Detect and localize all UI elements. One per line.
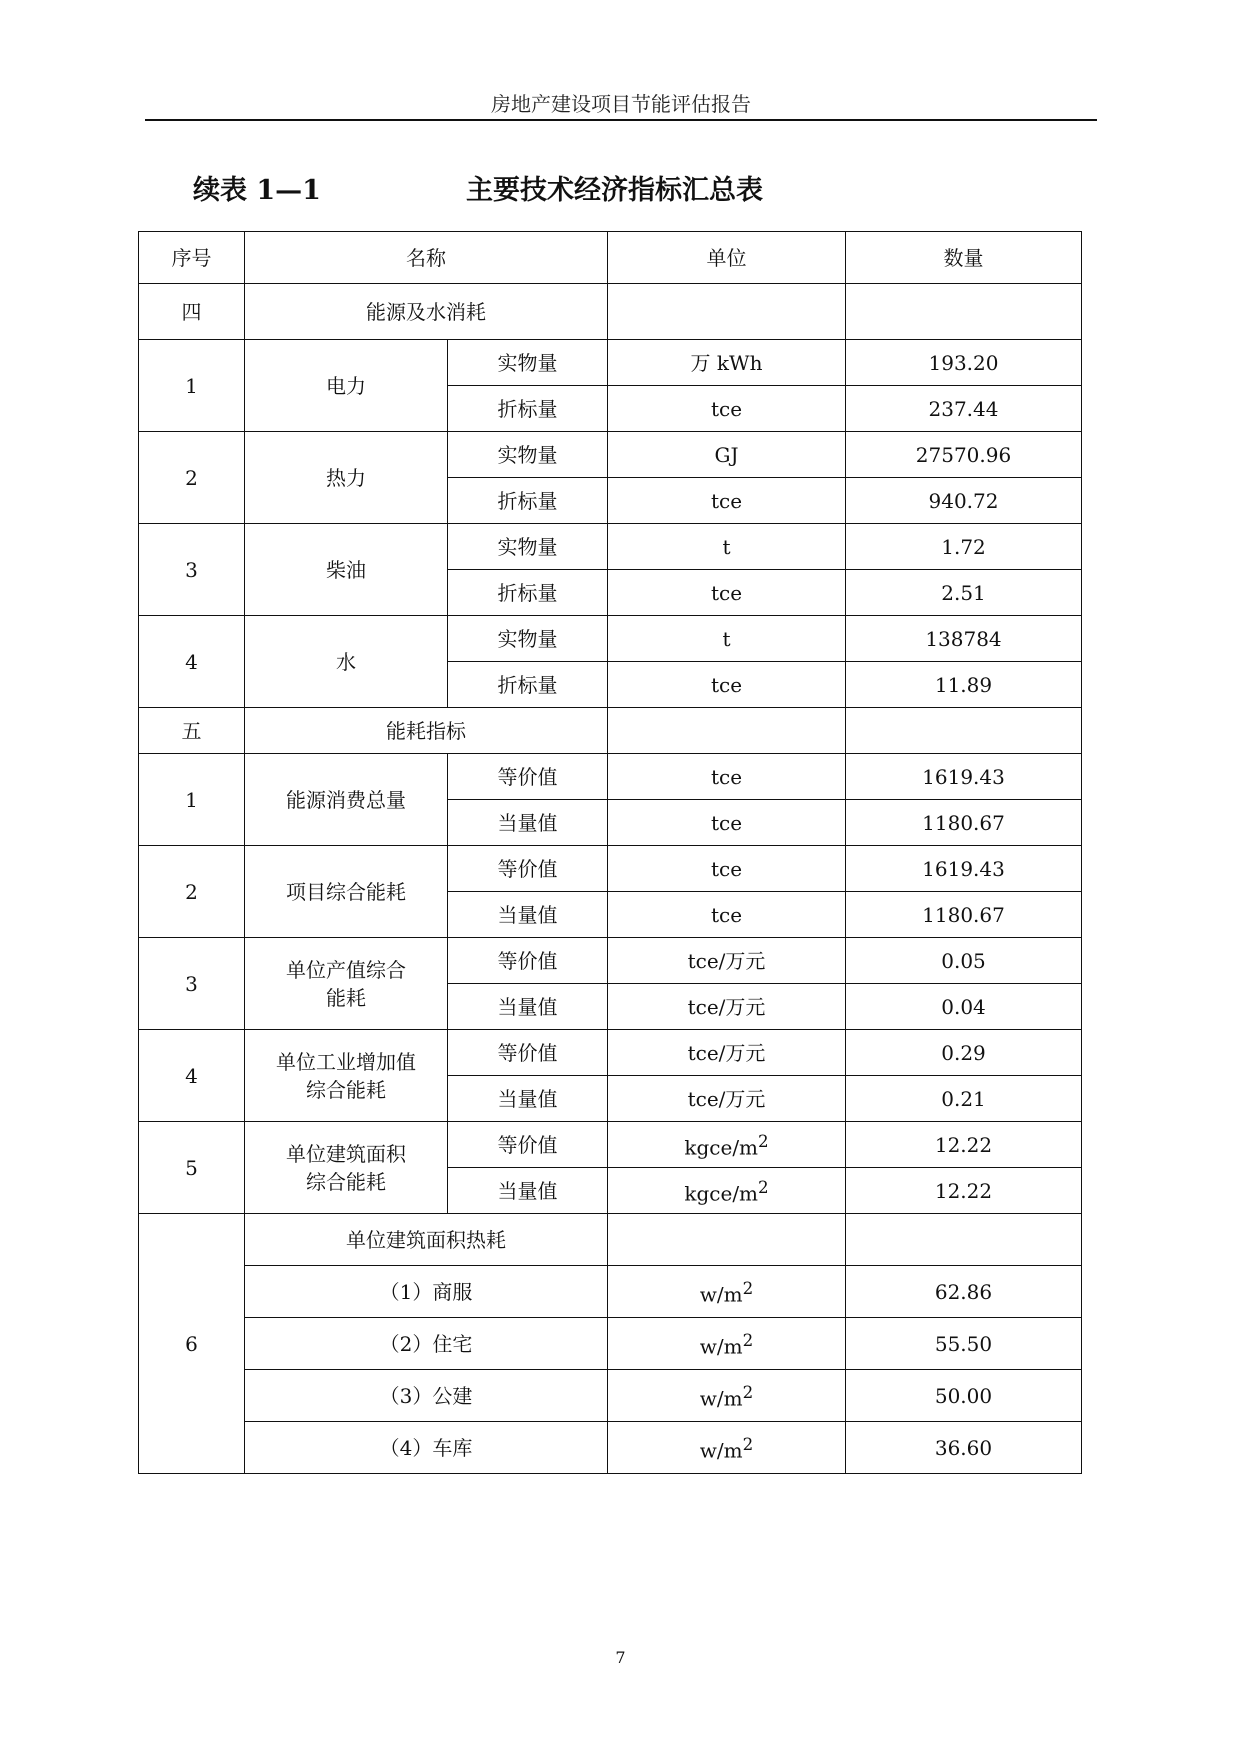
unit-cell: tce/万元 — [608, 1030, 846, 1076]
row-name — [245, 938, 448, 1030]
section-seq: 四 — [139, 284, 245, 340]
header-name: 名称 — [245, 232, 608, 284]
row-seq: 5 — [139, 1122, 245, 1214]
row-subtype: 当量值 — [448, 1168, 608, 1214]
unit-cell: tce/万元 — [608, 984, 846, 1030]
row-subtype: 实物量 — [448, 432, 608, 478]
qty-cell: 1180.67 — [846, 800, 1082, 846]
row-subtype: 等价值 — [448, 938, 608, 984]
unit-cell: 万 kWh — [608, 340, 846, 386]
row-seq: 4 — [139, 616, 245, 708]
unit-text: kgce/m — [684, 1181, 759, 1206]
unit-cell — [608, 1266, 846, 1318]
qty-cell: 0.21 — [846, 1076, 1082, 1122]
row-name — [245, 1122, 448, 1214]
unit-text: w/m — [699, 1438, 743, 1463]
row-name: 柴油 — [245, 524, 448, 616]
qty-cell: 27570.96 — [846, 432, 1082, 478]
table-row — [139, 1214, 1082, 1266]
row-subtype: 实物量 — [448, 524, 608, 570]
row-subtype: 当量值 — [448, 800, 608, 846]
qty-cell: 0.04 — [846, 984, 1082, 1030]
table-row — [139, 1318, 1082, 1370]
page-header: 房地产建设项目节能评估报告 — [491, 92, 751, 116]
unit-cell — [608, 708, 846, 754]
unit-text: w/m — [699, 1386, 743, 1411]
row-name-line: 能源消费总量 — [286, 787, 406, 812]
unit-superscript: 2 — [742, 1330, 754, 1350]
qty-cell: 1180.67 — [846, 892, 1082, 938]
unit-cell — [608, 1422, 846, 1474]
row-subtype: 实物量 — [448, 340, 608, 386]
header-qty: 数量 — [846, 232, 1082, 284]
table-row — [139, 754, 1082, 800]
row-subtype: 折标量 — [448, 478, 608, 524]
table-row — [139, 524, 1082, 570]
unit-cell: t — [608, 616, 846, 662]
row-name: （2）住宅 — [245, 1318, 608, 1370]
row-subtype: 当量值 — [448, 1076, 608, 1122]
qty-cell — [846, 284, 1082, 340]
row-subtype: 等价值 — [448, 1030, 608, 1076]
table-row — [139, 340, 1082, 386]
section-row — [139, 284, 1082, 340]
unit-cell: tce/万元 — [608, 1076, 846, 1122]
unit-cell: t — [608, 524, 846, 570]
unit-cell — [608, 1168, 846, 1214]
row-subtype: 折标量 — [448, 662, 608, 708]
page-number: 7 — [615, 1648, 626, 1667]
row-name-line: 综合能耗 — [306, 1169, 386, 1194]
unit-cell: tce — [608, 754, 846, 800]
unit-cell — [608, 1122, 846, 1168]
indicator-table — [138, 231, 1082, 1474]
qty-cell: 1619.43 — [846, 846, 1082, 892]
unit-cell — [608, 284, 846, 340]
header-divider — [145, 119, 1097, 121]
qty-cell: 11.89 — [846, 662, 1082, 708]
qty-cell: 1619.43 — [846, 754, 1082, 800]
unit-cell: GJ — [608, 432, 846, 478]
table-caption-number: 续表 1—1 — [193, 175, 321, 206]
table-caption-title: 主要技术经济指标汇总表 — [466, 175, 763, 206]
table-row — [139, 1266, 1082, 1318]
table-header-row — [139, 232, 1082, 284]
unit-text: kgce/m — [684, 1135, 759, 1160]
row-seq: 2 — [139, 846, 245, 938]
table-row — [139, 1370, 1082, 1422]
qty-cell: 12.22 — [846, 1122, 1082, 1168]
row-subtype: 等价值 — [448, 1122, 608, 1168]
qty-cell: 940.72 — [846, 478, 1082, 524]
row-name: 单位建筑面积热耗 — [245, 1214, 608, 1266]
section-row — [139, 708, 1082, 754]
row-subtype: 实物量 — [448, 616, 608, 662]
row-subtype: 等价值 — [448, 846, 608, 892]
unit-cell: tce/万元 — [608, 938, 846, 984]
unit-cell: tce — [608, 892, 846, 938]
row-seq: 2 — [139, 432, 245, 524]
section-label: 能源及水消耗 — [245, 284, 608, 340]
table-row — [139, 432, 1082, 478]
table-row — [139, 938, 1082, 984]
row-seq: 3 — [139, 938, 245, 1030]
qty-cell: 1.72 — [846, 524, 1082, 570]
unit-cell: tce — [608, 478, 846, 524]
unit-text: w/m — [699, 1282, 743, 1307]
header-seq: 序号 — [139, 232, 245, 284]
row-name — [245, 1030, 448, 1122]
table-row — [139, 616, 1082, 662]
row-seq: 1 — [139, 754, 245, 846]
row-subtype: 折标量 — [448, 570, 608, 616]
section-label: 能耗指标 — [245, 708, 608, 754]
section-seq: 五 — [139, 708, 245, 754]
unit-superscript: 2 — [742, 1434, 754, 1454]
row-name-line: 项目综合能耗 — [286, 879, 406, 904]
table-row — [139, 1422, 1082, 1474]
unit-cell — [608, 1214, 846, 1266]
qty-cell: 62.86 — [846, 1266, 1082, 1318]
row-name — [245, 754, 448, 846]
row-name: （3）公建 — [245, 1370, 608, 1422]
header-unit: 单位 — [608, 232, 846, 284]
qty-cell: 138784 — [846, 616, 1082, 662]
qty-cell: 55.50 — [846, 1318, 1082, 1370]
unit-cell: tce — [608, 662, 846, 708]
row-subtype: 当量值 — [448, 984, 608, 1030]
qty-cell: 193.20 — [846, 340, 1082, 386]
table-row — [139, 1122, 1082, 1168]
row-name — [245, 846, 448, 938]
row-name: 热力 — [245, 432, 448, 524]
table-row — [139, 846, 1082, 892]
row-name: （1）商服 — [245, 1266, 608, 1318]
unit-cell: tce — [608, 386, 846, 432]
row-name-line: 能耗 — [326, 985, 366, 1010]
row-seq: 1 — [139, 340, 245, 432]
qty-cell: 36.60 — [846, 1422, 1082, 1474]
row-seq: 4 — [139, 1030, 245, 1122]
row-seq: 6 — [139, 1214, 245, 1474]
qty-cell: 237.44 — [846, 386, 1082, 432]
unit-cell: tce — [608, 846, 846, 892]
row-seq: 3 — [139, 524, 245, 616]
unit-superscript: 2 — [758, 1131, 769, 1151]
row-name-line: 单位产值综合 — [286, 957, 406, 982]
row-subtype: 当量值 — [448, 892, 608, 938]
qty-cell: 0.05 — [846, 938, 1082, 984]
unit-cell: tce — [608, 800, 846, 846]
qty-cell: 50.00 — [846, 1370, 1082, 1422]
row-subtype: 折标量 — [448, 386, 608, 432]
unit-cell — [608, 1370, 846, 1422]
row-name-line: 综合能耗 — [306, 1077, 386, 1102]
row-name-line: 单位工业增加值 — [276, 1049, 416, 1074]
qty-cell: 2.51 — [846, 570, 1082, 616]
unit-superscript: 2 — [742, 1278, 754, 1298]
unit-superscript: 2 — [742, 1382, 754, 1402]
qty-cell: 0.29 — [846, 1030, 1082, 1076]
qty-cell — [846, 708, 1082, 754]
row-subtype: 等价值 — [448, 754, 608, 800]
qty-cell — [846, 1214, 1082, 1266]
row-name: 水 — [245, 616, 448, 708]
qty-cell: 12.22 — [846, 1168, 1082, 1214]
unit-cell — [608, 1318, 846, 1370]
unit-text: w/m — [699, 1334, 743, 1359]
row-name: 电力 — [245, 340, 448, 432]
row-name-line: 单位建筑面积 — [286, 1141, 406, 1166]
table-row — [139, 1030, 1082, 1076]
unit-superscript: 2 — [758, 1177, 769, 1197]
unit-cell: tce — [608, 570, 846, 616]
row-name: （4）车库 — [245, 1422, 608, 1474]
